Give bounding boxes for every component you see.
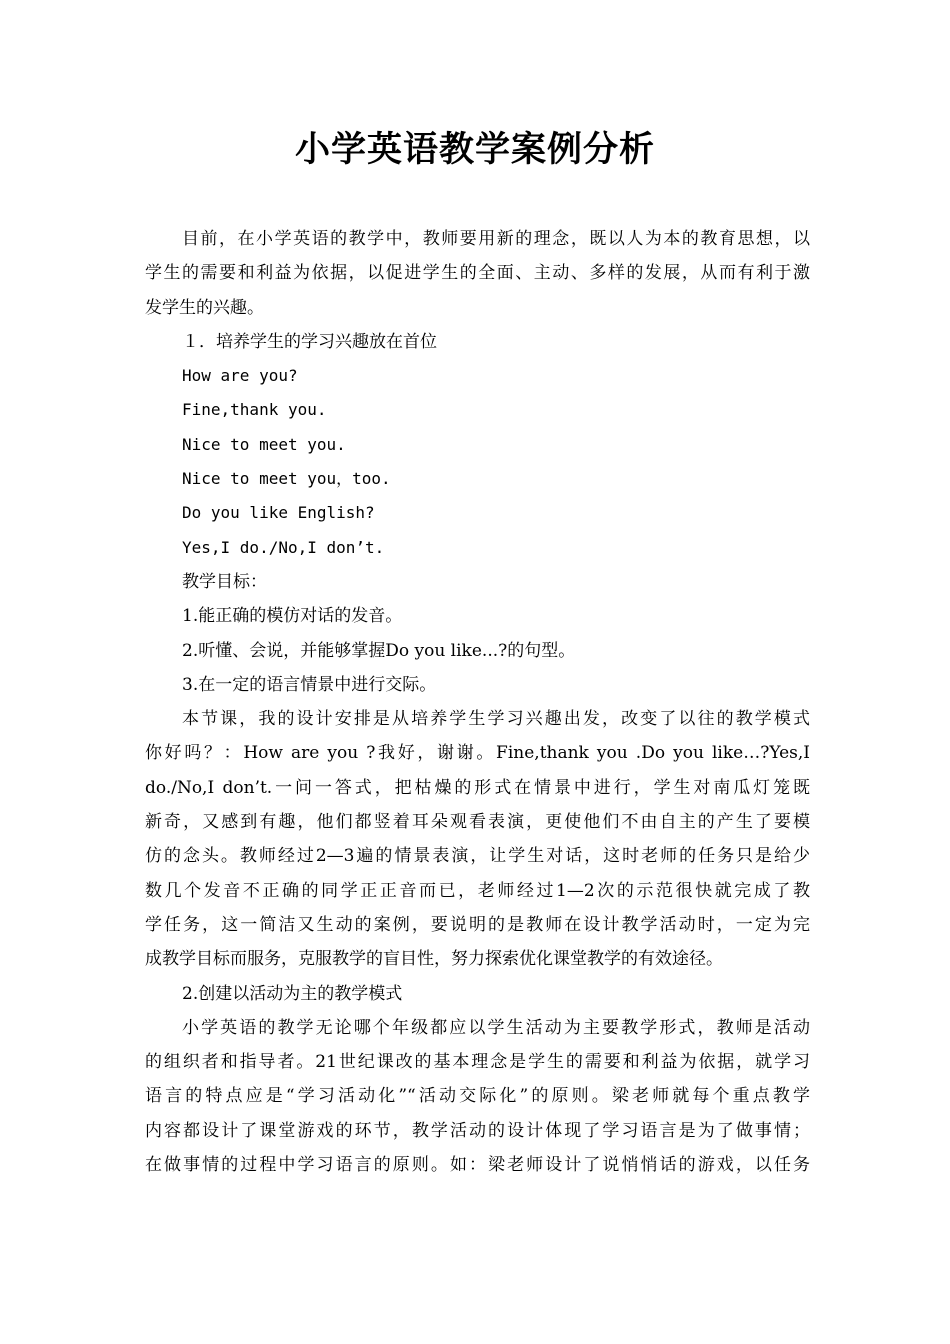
text-line: Nice to meet you，too. <box>182 469 391 489</box>
text-line: 本节课，我的设计安排是从培养学生学习兴趣出发，改变了以往的教学模式 <box>182 709 810 730</box>
text-line: 成教学目标而服务，克服教学的盲目性，努力探索优化课堂教学的有效途径。 <box>145 949 723 970</box>
text-line: 新奇，又感到有趣，他们都竖着耳朵观看表演，更使他们不由自主的产生了要模 <box>145 812 810 833</box>
text-line: Nice to meet you. <box>182 434 346 454</box>
text-line: How are you? <box>182 366 298 386</box>
text-line: Fine,thank you. <box>182 400 327 420</box>
text-line: 内容都设计了课堂游戏的环节，教学活动的设计体现了学习语言是为了做事情； <box>145 1120 810 1141</box>
text-line: 教学目标： <box>182 571 267 592</box>
text-line: 你好吗？：How are you ?我好，谢谢。Fine,thank you .Do you like…?Yes,I <box>145 743 810 764</box>
text-line: 学任务，这一简洁又生动的案例，要说明的是教师在设计教学活动时，一定为完 <box>145 914 810 935</box>
text-line: 2.创建以活动为主的教学模式 <box>182 983 403 1004</box>
text-line: 语言的特点应是“学习活动化”“活动交际化”的原则。梁老师就每个重点教学 <box>145 1086 810 1107</box>
text-line: 数几个发音不正确的同学正正音而已，老师经过1—2次的示范很快就完成了教 <box>145 880 810 901</box>
text-line: 学生的需要和利益为依据，以促进学生的全面、主动、多样的发展，从而有利于激 <box>145 263 810 284</box>
text-line: Do you like English? <box>182 503 375 523</box>
text-line: 小学英语的教学无论哪个年级都应以学生活动为主要教学形式，教师是活动 <box>182 1017 810 1038</box>
document-title: 小学英语教学案例分析 <box>294 130 655 170</box>
text-line: do./No,I don’t.一问一答式，把枯燥的形式在情景中进行，学生对南瓜灯笼既 <box>145 777 810 798</box>
text-line: 仿的念头。教师经过2—3遍的情景表演，让学生对话，这时老师的任务只是给少 <box>145 846 810 867</box>
text-line: 在做事情的过程中学习语言的原则。如：梁老师设计了说悄悄话的游戏，以任务 <box>145 1155 810 1176</box>
text-line: 目前，在小学英语的教学中，教师要用新的理念，既以人为本的教育思想，以 <box>182 229 810 249</box>
text-line: １．培养学生的学习兴趣放在首位 <box>182 331 437 352</box>
text-line: 发学生的兴趣。 <box>145 297 264 318</box>
text-line: 2.听懂、会说，并能够掌握Do you like...?的句型。 <box>182 640 576 661</box>
text-line: 的组织者和指导者。21世纪课改的基本理念是学生的需要和利益为依据，就学习 <box>145 1052 810 1073</box>
text-line: Yes,I do./No,I don’t. <box>182 537 385 557</box>
text-line: 3.在一定的语言情景中进行交际。 <box>182 674 437 695</box>
document-body <box>145 222 810 1182</box>
text-line: 1.能正确的模仿对话的发音。 <box>182 606 403 627</box>
